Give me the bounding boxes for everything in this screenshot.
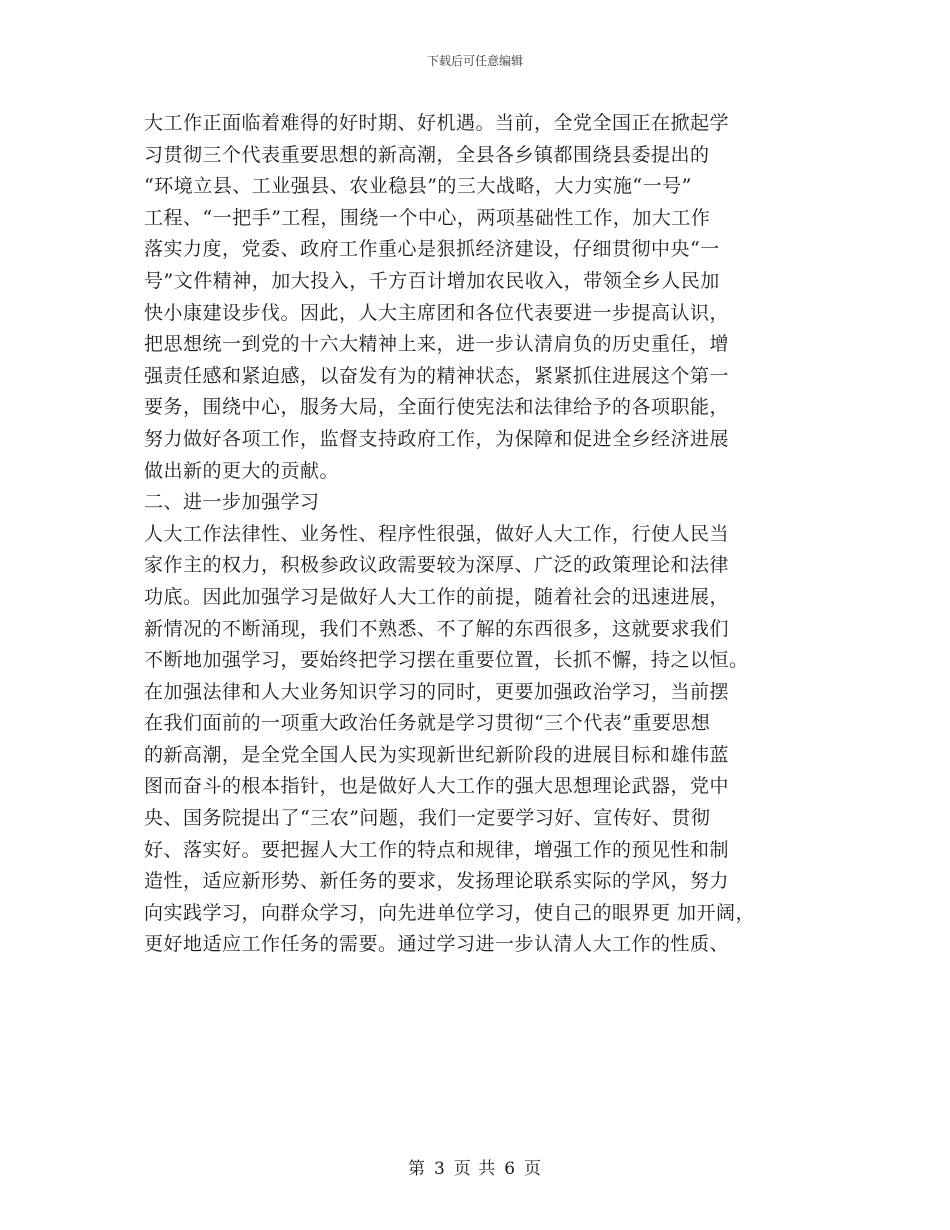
text-line: 习贯彻三个代表重要思想的新高潮，全县各乡镇都围绕县委提出的 [144,143,710,166]
text-line: 努力做好各项工作，监督支持政府工作，为保障和促进全乡经济进展 [144,427,730,450]
text-line: 央、国务院提出了“三农”问题，我们一定要学习好、宣传好、贯彻 [144,807,711,830]
text-line: 在我们面前的一项重大政治任务就是学习贯彻“三个代表”重要思想 [144,712,711,735]
text-line: 把思想统一到党的十六大精神上来，进一步认清肩负的历史重任，增 [144,333,730,356]
text-line: “环境立县、工业强县、农业稳县”的三大战略，大力实施“一号” [144,175,692,198]
footer-suffix: 页 [524,1159,543,1179]
total-page-count: 6 [504,1159,517,1179]
text-line: 快小康建设步伐。因此，人大主席团和各位代表要进一步提高认识， [144,301,730,324]
text-line: 要务，围绕中心，服务大局，全面行使宪法和法律给予的各项职能， [144,396,730,419]
section-heading: 二、进一步加强学习 [144,491,320,514]
text-line: 功底。因此加强学习是做好人大工作的前提，随着社会的迅速进展， [144,585,730,608]
text-line: 新情况的不断涌现，我们不熟悉、不了解的东西很多，这就要求我们 [144,617,730,640]
text-line: 的新高潮，是全党全国人民为实现新世纪新阶段的进展目标和雄伟蓝 [144,743,730,766]
text-line: 图而奋斗的根本指针，也是做好人大工作的强大思想理论武器，党中 [144,775,730,798]
text-line: 大工作正面临着难得的好时期、好机遇。当前，全党全国正在掀起学 [144,112,730,134]
text-line: 不断地加强学习，要始终把学习摆在重要位置，长抓不懈，持之以恒。 [144,649,749,672]
text-line: 家作主的权力，积极参政议政需要较为深厚、广泛的政策理论和法律 [144,554,730,577]
document-body [144,108,814,961]
footer-middle: 页 共 [453,1159,497,1179]
text-line: 落实力度，党委、政府工作重心是狠抓经济建设，仔细贯彻中央“一 [144,238,720,261]
page-number-footer [0,1154,950,1179]
text-line: 在加强法律和人大业务知识学习的同时，更要加强政治学习，当前摆 [144,680,730,703]
text-line: 工程、“一把手”工程，围绕一个中心，两项基础性工作，加大工作 [144,206,711,229]
text-line: 号”文件精神，加大投入，千方百计增加农民收入，带领全乡人民加 [144,269,720,292]
current-page-number: 3 [433,1159,446,1179]
footer-prefix: 第 [407,1159,426,1179]
text-line: 强责任感和紧迫感，以奋发有为的精神状态，紧紧抓住进展这个第一 [144,364,730,387]
text-line: 向实践学习，向群众学习，向先进单位学习，使自己的眼界更 加开阔， [144,901,756,924]
text-line: 人大工作法律性、业务性、程序性很强，做好人大工作，行使人民当 [144,522,730,545]
text-line: 好、落实好。要把握人大工作的特点和规律，增强工作的预见性和制 [144,838,730,861]
text-line: 更好地适应工作任务的需要。通过学习进一步认清人大工作的性质、 [144,933,730,956]
page-header-note: 下载后可任意编辑 [426,54,523,68]
text-line: 做出新的更大的贡献。 [144,459,340,482]
text-line: 造性，适应新形势、新任务的要求，发扬理论联系实际的学风，努力 [144,870,730,893]
